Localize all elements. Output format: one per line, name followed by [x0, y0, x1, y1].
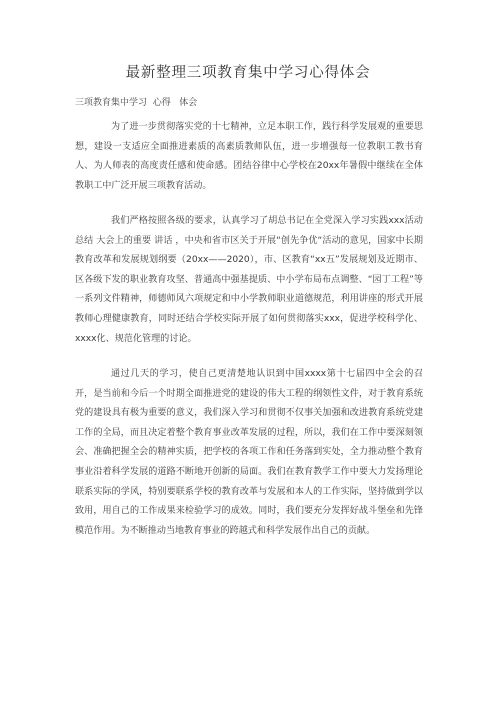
document-title: 最新整理三项教育集中学习心得体会 [125, 65, 371, 81]
paragraph-2: 我们严格按照各级的要求，认真学习了胡总书记在全党深入学习实践xxx活动 总结 大会上的重要 讲话 ，中央和省市区关于开展“创先争优“活动的意见，国家中长期教育改革和发展规划纲要（20xx——2020），市、区教育“xx五”发展规划及近期市、区各级下发的职业教育攻坚、普通高中强基提质、中小学布局布点调整、“园丁工程”等一系列文件精神，师德师风六项规定和中小学教师职业道德规范，利用讲座的形式开展教师心理健康教育，同时还结合学校实际开展了如何贯彻落实xxx，促进学校科学化、xxxx化、规范化管理的讨论。 [75, 216, 423, 344]
paragraph-3: 通过几天的学习，使自己更清楚地认识到中国xxxx第十七届四中全会的召开，是当前和今后一个时期全面推进党的建设的伟大工程的纲领性文件，对于教育系统党的建设具有极为重要的意义，我们深入学习和贯彻不仅事关加强和改进教育系统党建工作的全局，而且决定着整个教育事业改革发展的过程，所以，我们在工作中要深刻领会、准确把握全会的精神实质，把学校的各项工作和任务落到实处，全力推动整个教育事业沿着科学发展的道路不断地开创新的局面。我们在教育教学工作中要大力发扬理论联系实际的学风，特别要联系学校的教育改革与发展和本人的工作实际，坚持做到学以致用，用自己的工作成果来检验学习的成效。同时，我们要充分发挥好战斗堡垒和先锋模范作用。为不断推动当地教育事业的跨越式和科学发展作出自己的贡献。 [75, 369, 423, 536]
paragraph-1: 为了进一步贯彻落实党的十七精神，立足本职工作，践行科学发展观的重要思想，建设一支适应全面推进素质的高素质教师队伍，进一步增强每一位教职工教书育人、为人师表的高度责任感和使命感。团结谷律中心学校在20xx年暑假中继续在全体教职工中广泛开展三项教育活动。 [75, 122, 423, 191]
document-subtitle: 三项教育集中学习 心得 体会 [75, 98, 198, 108]
